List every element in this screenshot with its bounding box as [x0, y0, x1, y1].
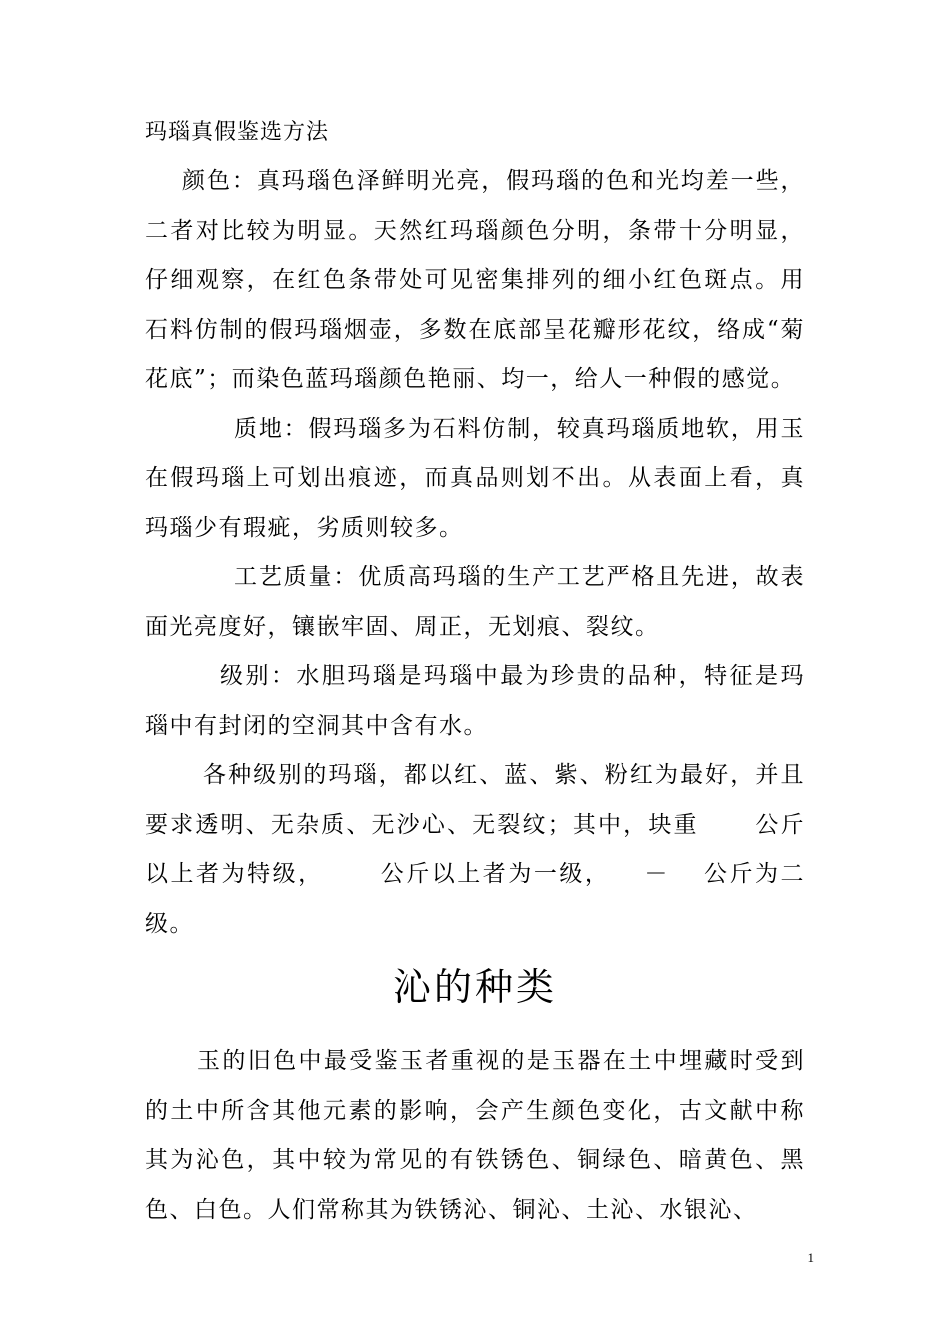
- grades-detail-dash: －: [644, 861, 669, 887]
- paragraph-section-intro: 玉的旧色中最受鉴玉者重视的是玉器在土中埋藏时受到的土中所含其他元素的影响，会产生颜色变化，古文献中称其为沁色，其中较为常见的有铁锈色、铜绿色、暗黄色、黑色、白色。人们常称其为铁锈沁、铜沁、土沁、水银沁、: [145, 1048, 805, 1223]
- grades-detail-part3: 公斤以上者为一级，: [379, 861, 611, 887]
- paragraph-grades-detail: [145, 751, 805, 949]
- paragraph-texture: 质地：假玛瑙多为石料仿制，较真玛瑙质地软，用玉在假玛瑙上可划出痕迹，而真品则划不出。从表面上看，真玛瑙少有瑕疵，劣质则较多。: [145, 415, 805, 541]
- grades-detail-part4: 公斤为二级。: [145, 861, 806, 937]
- document-title: 玛瑙真假鉴选方法: [145, 120, 330, 145]
- page-number: 1: [807, 1250, 814, 1265]
- paragraph-grade: 级别：水胆玛瑙是玛瑙中最为珍贵的品种，特征是玛瑙中有封闭的空洞其中含有水。: [145, 663, 805, 739]
- grades-detail-part1: 各种级别的玛瑙，都以红、蓝、紫、粉红为最好，并且要求透明、无杂质、无沙心、无裂纹；其中，块重: [145, 762, 805, 838]
- paragraph-craft: 工艺质量：优质高玛瑙的生产工艺严格且先进，故表面光亮度好，镶嵌牢固、周正，无划痕、裂纹。: [145, 564, 805, 640]
- grades-detail-part2: 公斤以上者为特级，: [145, 811, 806, 887]
- section-heading: 沁的种类: [392, 965, 557, 1009]
- document-body: [145, 108, 805, 1235]
- paragraph-color: 颜色：真玛瑙色泽鲜明光亮，假玛瑙的色和光均差一些，二者对比较为明显。天然红玛瑙颜色分明，条带十分明显，仔细观察，在红色条带处可见密集排列的细小红色斑点。用石料仿制的假玛瑙烟壶，多数在底部呈花瓣形花纹，络成“菊花底”；而染色蓝玛瑙颜色艳丽、均一，给人一种假的感觉。: [145, 168, 805, 392]
